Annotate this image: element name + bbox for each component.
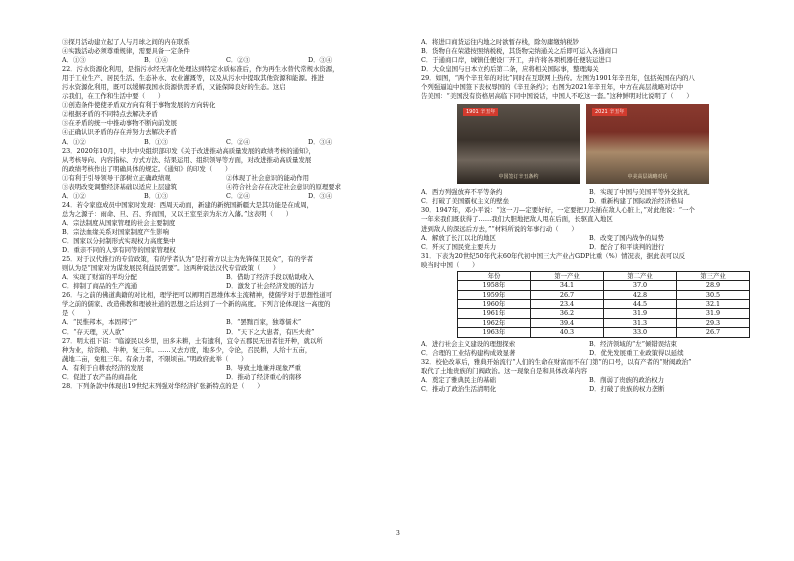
option-row [62,138,390,147]
question-stem: 用于工业生产、居民生活、生态补水、农业灌溉等，以及从污水中提取其他资源和能源。推进 [62,74,325,83]
statement-row [62,174,390,183]
table-cell: 23.4 [531,299,604,308]
question-stem: 27．明太祖下诏：“临濠民以乡里，田多未耕，土有遗利，宜令五郡民无田者往开种，就以所 [62,336,323,345]
option: C．②④ [226,191,251,200]
option: D．“天下之大患者，有匹夫责” [226,327,315,336]
option: B．借助了经济手段以贴助收入 [226,273,314,282]
statement: ②根据矛盾的不同特点去解决矛盾 [62,110,158,119]
option-row [62,273,390,282]
option: B．导致土地兼并现象严重 [226,363,301,372]
option: C．促进了农产品的商品化 [62,372,138,381]
question-28-options [421,38,757,74]
option: A．奠定了雅典民主的基础 [421,375,496,384]
photo-caption: 中国签订辛丑条约 [498,174,539,181]
table-row [458,281,750,290]
question-stem: 示我们，在工作和生活中要（ ） [62,92,165,101]
table-row [458,309,750,318]
table-cell: 1960年 [458,299,531,308]
table-cell: 32.1 [677,299,750,308]
table-cell: 30.5 [677,290,750,299]
option: C．抑制了商品的生产流通 [62,282,138,291]
option: A．“民惟邦本，本固邦宁” [62,318,138,327]
option: A．实现了财富的平均分配 [62,273,137,282]
option: A．①② [62,137,86,146]
question-25 [62,255,390,291]
statement: ③表明改变调整经济基础以适应上层建筑 [62,182,178,191]
photo-comparison [457,104,709,184]
option: C．合理的工业结构建构成效显著 [421,348,516,357]
question-stem: 蔬地二亩，免租三年。有余力者，不限顷亩。”明政府此举（ ） [62,354,248,363]
question-29 [421,74,757,206]
option: D．配合了和平谈判的进行 [589,242,665,251]
option: B．①③ [144,137,168,146]
table-cell: 26.7 [531,290,604,299]
table-cell: 28.9 [677,281,750,290]
option: A．①③ [62,56,86,65]
question-30 [421,206,757,251]
option: B．改变了国内战争的局势 [589,233,664,242]
option: A．①② [62,191,86,200]
statement: ④正确认识矛盾的存在并努力去解决矛盾 [62,128,178,137]
statement: ②体现了社会意识的能动作用 [226,173,310,182]
table-cell: 1959年 [458,290,531,299]
option-row [421,376,757,385]
table-cell: 39.4 [531,318,604,327]
option: A．将进口商货运往内地之时欲暂存栈，除勿庸缴纳税钞 [421,38,579,46]
option: B．①④ [144,56,168,65]
option: C．②④ [226,137,251,146]
table-cell: 34.1 [531,281,604,290]
option: B．①③ [144,191,168,200]
statement: ③在矛盾的统一中推动事物不断向前发展 [62,119,178,128]
table-header: 第二产业 [604,271,677,280]
table-header: 第三产业 [677,271,750,280]
question-23 [62,147,390,201]
option-row [421,197,757,206]
question-stem: 映当时中国（ ） [421,260,479,269]
statement: ④符合社会存在决定社会意识的原理要求 [226,182,342,191]
table-cell: 29.3 [677,318,750,327]
option: D．优先发展重工业政策得以延续 [589,348,684,357]
option: C．②③ [226,56,251,65]
table-cell: 26.7 [677,328,750,337]
question-stem: 24．若令家庭成员中国家时发现：西周天动而，新建的新统国新疆大是其功能是在成周， [62,200,313,209]
option-row [421,340,757,349]
left-column [62,38,390,391]
option-row [421,234,757,243]
text-line: ④实践活动必须尊重规律，需要具备一定条件 [62,47,190,56]
option: A．宗法制度从国家管理的社会主要制度 [62,218,176,227]
option-row [62,282,390,291]
question-32 [421,358,757,394]
table-cell: 1958年 [458,281,531,290]
option-row [421,243,757,252]
question-26 [62,291,390,336]
question-27 [62,337,390,382]
table-cell: 40.3 [531,328,604,337]
table-cell: 33.0 [604,328,677,337]
option: D．激发了社会经济发展的活力 [226,282,315,291]
option: C．于通商口岸，城镇任便设厂开工，并许将各项机器任便装运进口 [421,56,612,65]
table-row [458,290,750,299]
text-line: ③探月活动建立起了人与月球之间的内在联系 [62,38,190,46]
option-row [62,318,390,327]
option: D．打破了贵族的权力垄断 [589,384,665,393]
question-stem: 种为业，给资粮、牛种，复三年。……又去方度，地多少，令论，召民耕，人给十五亩， [62,345,312,354]
question-stem: 30．1947年，邓小平说：“这一刀—定要好好，一定要把刀尖插在敌人心脏上，”对此他说：“一个 [421,206,695,215]
table-cell: 1961年 [458,309,531,318]
option: B．实现了中国与美国平等外交抗礼 [589,188,690,197]
option-row [62,328,390,337]
question-stem: 告美国：“美国没有资格居高临下同中国说话，中国人不吃这一套。”这种鲜明对比说明了（ ） [421,92,693,101]
question-stem: 从考核导向、内容指标、方式方法、结果运用、组织领导等方面，对改进推动高质量发展 [62,155,312,164]
question-stem: 取代了土地贵族的门阀政治。这一现象自是和具体改革内容 [421,366,588,375]
right-column [421,38,757,394]
option: D．重亲不同的人享有同等的国家管理权 [62,246,176,255]
table-cell: 42.8 [604,290,677,299]
table-cell: 31.9 [604,309,677,318]
question-stem: 25．对于汉代推行的专营政策，有的学者认为“是打着方以主为先锋保卫民众”，有的学者 [62,255,314,264]
question-stem: 学之前的儒家、改造佛教和理被社道的思想之后达到了一个新的高度。下列言论体现这一高度的 [62,300,331,309]
option: B．货物自在荣港按照纳税税，其货物完纳通关之后即可运入各通商口 [421,47,618,56]
option: A．解放了长江以北的地区 [421,233,496,242]
question-stem: 31．下表为20世纪50年代末60年代初中国三大产业占GDP比重（%）情况表，据此表可以反 [421,251,686,260]
photo-caption: 中美高层战略对话 [627,174,668,181]
question-stem: 22．污水资源化利用，是指污水经无害化处理达到特定水质标准后，作为再生水替代常规水资源， [62,65,339,74]
question-stem: 23．2020年10月，中共中央组织部印发《关于改进推动高质量发展的政绩考核的通知》， [62,146,315,155]
table-header-row [458,271,750,280]
table-header: 第一产业 [531,271,604,280]
table-header: 年份 [458,271,531,280]
question-stem: 28．下列条款中体现出19世纪末列强对华经济扩张新特点的是（ ） [62,381,264,390]
photo-1901 [457,104,580,184]
question-stem: 进到敌人的深远后方去，”“材料所说的年事行动（ ） [421,224,578,233]
question-stem: 一年来我们既获得了……我们大胆地把敌人甩在后面，长驱直入地区 [421,215,613,224]
photo-2021 [586,104,709,184]
option: C．国家以分封制形式实现权力高度集中 [62,237,176,246]
option-row [421,349,757,358]
option: C．歼灭了国民党主要兵力 [421,242,497,251]
question-stem: 26．与之前的佛道典籍的对比相，理学把可以阐明百思维体本主流精神，使儒学对于思想性道可 [62,291,333,300]
statement: ①有利于引导领导干部树立正确政绩观 [62,173,171,182]
table-cell: 37.0 [604,281,677,290]
question-22 [62,65,390,146]
option: B．经济领域的“左”倾错误结束 [589,339,677,348]
question-stem: 的政绩考核作出了明确具体的规定。《通知》的印发（ ） [62,164,232,173]
page-number: 3 [396,530,400,537]
option: D．③④ [308,137,333,146]
photo-tag: 2021 辛丑年 [592,108,627,116]
option: A．有利于自耕农经济的发展 [62,363,144,372]
question-stem: 总为之源子：雨命、旦、召、乔而国，又以王室至亲为东方入藩。”这表明（ ） [62,209,293,218]
option: C．“存天理，灭人欲” [62,327,125,336]
table-cell: 44.5 [604,299,677,308]
option: D．推动了经济重心的南移 [226,372,302,381]
option: C．推动了政治生活清明化 [421,384,497,393]
table-cell: 31.3 [604,318,677,327]
question-stem: 则认为是“国家对为谋发展民利益民需要”。这两种说法汉代专营政策（ ） [62,264,280,273]
table-cell: 36.2 [531,309,604,318]
statement: ①创造条件使使矛盾双方向有利于事物发展的方向转化 [62,101,216,110]
option: D．③④ [308,191,333,200]
option-row [421,385,757,394]
question-stem: 个列强逼迫中国签下丧权辱国的《辛丑条约》；右图为2021年辛丑年，中方在高层战略对话中 [421,83,684,92]
table-cell: 1963年 [458,328,531,337]
table-row [458,299,750,308]
table-row [458,318,750,327]
statement-row [62,183,390,192]
option: B．“罢黜百家，独尊儒术” [226,318,302,327]
option: A．进行社会主义建设的理想探索 [421,339,516,348]
option: D．重新构建了国际政治经济格局 [589,197,684,206]
question-stem: 32．校伦改革后，雅典开始流行“人们的生命在财富而不在门第”的口号，以有产者的“财阀政治” [421,357,692,366]
question-stem: 29．如图，“两个辛丑年的对比”同时在互联网上热传。左图为1901年辛丑年，包括英国在内的八 [421,74,695,83]
option-row [62,192,390,201]
option: C．打破了美国霸权主义的壁垒 [421,197,509,206]
table-cell: 1962年 [458,318,531,327]
option: A．西方列强放弃不平等条约 [421,188,503,197]
question-28 [62,382,390,391]
question-24 [62,201,390,255]
option-row [62,364,390,373]
photo-tag: 1901 辛丑年 [463,108,498,116]
question-stem: 是（ ） [62,309,94,318]
option: B．宗法血缘关系对国家制度产生影响 [62,227,169,236]
option-row [62,373,390,382]
gdp-share-table [457,271,750,338]
table-row [458,328,750,337]
table-cell: 31.9 [677,309,750,318]
question-stem: 污水资源化利用，既可以缓解我国水资源供需矛盾，又能保障良好的生态。这启 [62,83,286,92]
option: B．削弱了贵族的政治权力 [589,375,664,384]
question-31 [421,252,757,358]
option: D．③④ [308,56,333,65]
option-row [62,56,390,65]
option: D．大众皇国与日本立约后第二条，应将相关国际事，整理海关 [421,65,599,74]
